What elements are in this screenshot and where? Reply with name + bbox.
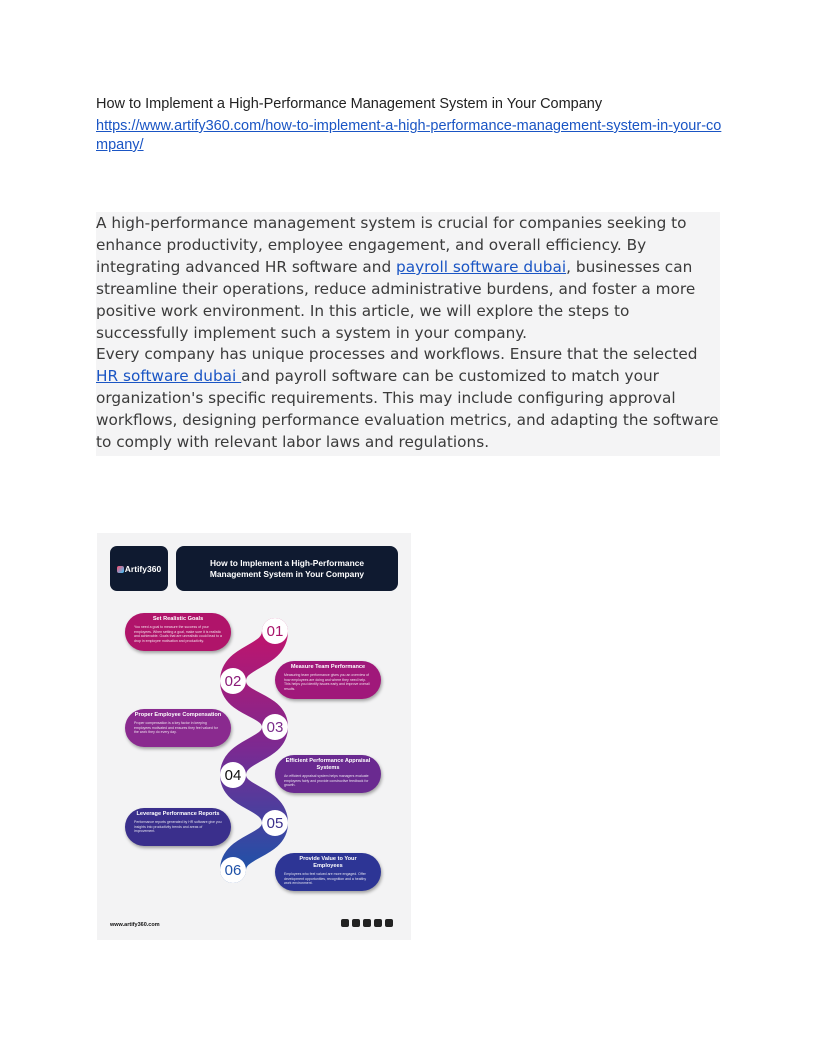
facebook-icon	[341, 919, 349, 927]
source-link[interactable]: https://www.artify360.com/how-to-implement-a-high-performance-management-system-in-your-company/	[96, 118, 722, 153]
linkedin-icon	[374, 919, 382, 927]
twitter-icon	[363, 919, 371, 927]
step-number-3: 03	[262, 714, 288, 740]
step-number-5: 05	[262, 810, 288, 836]
step-card-2: Measure Team Performance Measuring team performance gives you an overview of how employees are doing and where they need help. This helps you identify issues early and improve overall results.	[275, 661, 381, 699]
paragraph-intro: A high-performance management system is crucial for companies seeking to enhance productivity, employee engagement, and overall efficiency. By integrating advanced HR software and payroll software dubai, businesses can streamline their operations, reduce administrative burdens, and foster a more positive work environment. In this article, we will explore the steps to successfully implement such a system in your company.	[96, 214, 696, 342]
instagram-icon	[352, 919, 360, 927]
step-number-4: 04	[220, 762, 246, 788]
social-icons	[341, 919, 393, 927]
hr-software-link[interactable]: HR software dubai	[96, 367, 242, 385]
step-card-1: Set Realistic Goals You need a goal to measure the success of your employees. When setting a goal, make sure it is realistic and achievable. Goals that are unrealistic could lead to a drop in employee motivation and productivity.	[125, 613, 231, 651]
youtube-icon	[385, 919, 393, 927]
infographic-image	[97, 533, 411, 940]
step-card-4: Efficient Performance Appraisal Systems An efficient appraisal system helps managers evaluate employees fairly and provide constructive feedback for growth.	[275, 755, 381, 793]
website-label: www.artify360.com	[110, 922, 160, 928]
step-card-3: Proper Employee Compensation Proper compensation is a key factor in keeping employees motivated and ensures they feel valued for the work they do every day.	[125, 709, 231, 747]
article-block	[96, 212, 720, 456]
step-number-6: 06	[220, 857, 246, 883]
step-number-2: 02	[220, 668, 246, 694]
logo-icon	[117, 566, 124, 573]
infographic-heading: How to Implement a High-Performance Management System in Your Company	[176, 546, 398, 591]
brand-logo: Artify360	[110, 546, 168, 591]
step-card-5: Leverage Performance Reports Performance reports generated by HR software give you insights into productivity trends and areas of improvement.	[125, 808, 231, 846]
step-number-1: 01	[262, 618, 288, 644]
payroll-software-link[interactable]: payroll software dubai	[396, 258, 567, 276]
document-title: How to Implement a High-Performance Management System in Your Company	[96, 96, 603, 112]
paragraph-customize: Every company has unique processes and workflows. Ensure that the selected HR software dubai and payroll software can be customized to match your organization's specific requirements. This may include configuring approval workflows, designing performance evaluation metrics, and adapting the software to comply with relevant labor laws and regulations.	[96, 345, 719, 451]
step-card-6: Provide Value to Your Employees Employees who feel valued are more engaged. Offer development opportunities, recognition and a healthy work environment.	[275, 853, 381, 891]
